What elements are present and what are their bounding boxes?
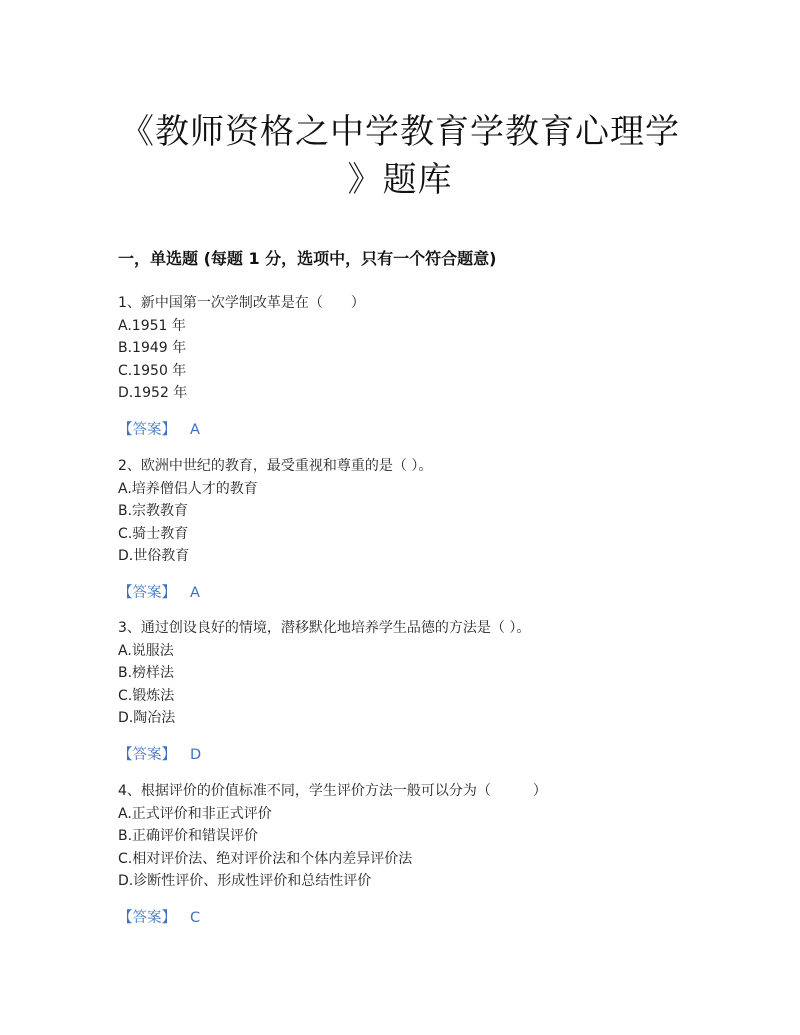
option-a: A.正式评价和非正式评价: [118, 805, 272, 822]
answer-label: 【答案】: [118, 746, 176, 763]
answer-value: D: [190, 746, 202, 763]
answer-line: [118, 907, 718, 930]
question-4: [118, 780, 718, 929]
question-stem: 4、根据评价的价值标准不同，学生评价方法一般可以分为（ ）: [118, 783, 547, 799]
section-heading: 一，单选题 (每题 1 分，选项中，只有一个符合题意): [118, 249, 497, 268]
option-a: A.说服法: [118, 642, 174, 659]
answer-value: A: [190, 584, 200, 601]
question-stem: 2、欧洲中世纪的教育，最受重视和尊重的是（ ）。: [118, 458, 433, 474]
answer-line: [118, 419, 718, 442]
question-1: [118, 292, 718, 441]
option-c: C.1950 年: [118, 362, 187, 379]
option-a: A.培养僧侣人才的教育: [118, 480, 258, 497]
document-title-line-2: 》题库: [347, 160, 453, 200]
answer-label: 【答案】: [118, 909, 176, 926]
option-c: C.骑士教育: [118, 525, 189, 542]
answer-line: [118, 582, 718, 605]
question-2: [118, 455, 718, 604]
answer-line: [118, 744, 718, 767]
option-c: C.锻炼法: [118, 687, 175, 704]
option-a: A.1951 年: [118, 317, 186, 334]
answer-value: C: [190, 909, 201, 926]
option-b: B.正确评价和错误评价: [118, 828, 259, 844]
answer-value: A: [190, 421, 200, 438]
option-b: B.榜样法: [118, 665, 175, 681]
option-d: D.陶冶法: [118, 710, 176, 726]
answer-label: 【答案】: [118, 421, 176, 438]
option-d: D.世俗教育: [118, 548, 190, 564]
question-stem: 1、新中国第一次学制改革是在（ ）: [118, 295, 365, 311]
question-stem: 3、通过创设良好的情境，潜移默化地培养学生品德的方法是（ ）。: [118, 620, 531, 636]
option-d: D.1952 年: [118, 385, 188, 401]
question-3: [118, 617, 718, 766]
answer-label: 【答案】: [118, 584, 176, 601]
option-b: B.宗教教育: [118, 503, 189, 519]
option-d: D.诊断性评价、形成性评价和总结性评价: [118, 873, 372, 889]
document-title-line-1: 《教师资格之中学教育学教育心理学: [120, 112, 680, 152]
option-b: B.1949 年: [118, 340, 187, 356]
option-c: C.相对评价法、绝对评价法和个体内差异评价法: [118, 850, 413, 867]
